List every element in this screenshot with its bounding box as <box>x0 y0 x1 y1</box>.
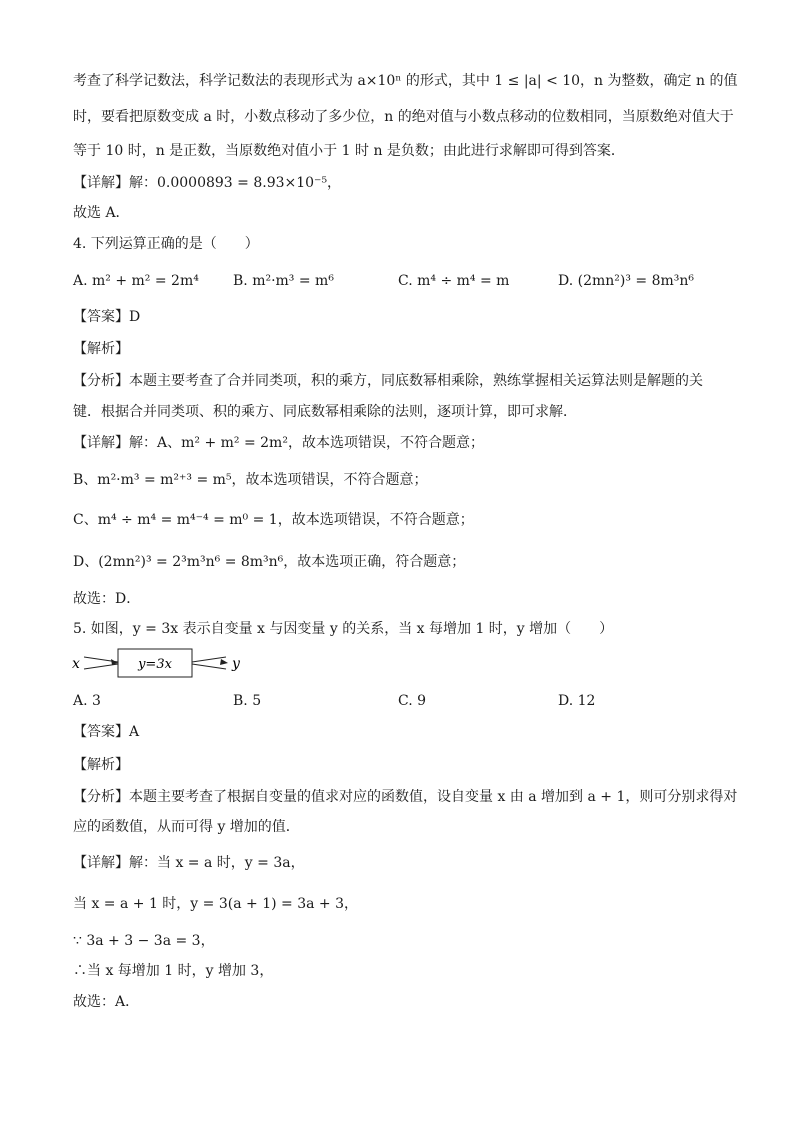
detail-line: B、m²·m³ = m²⁺³ = m⁵，故本选项错误，不符合题意； <box>73 472 428 488</box>
function-machine-diagram <box>70 645 250 681</box>
detail-line: 【详解】解：0.0000893 = 8.93×10⁻⁵， <box>73 175 342 191</box>
diagram-input-label: x <box>72 656 80 672</box>
answer-label: 【答案】D <box>73 309 141 325</box>
text-line: 【分析】本题主要考查了根据自变量的值求对应的函数值，设自变量 x 由 a 增加到 a + 1，则可分别求得对 <box>73 789 738 805</box>
text-line: 时，要看把原数变成 a 时，小数点移动了多少位，n 的绝对值与小数点移动的位数相同，当原数绝对值大于 <box>73 109 734 125</box>
option-a: A. m² + m² = 2m⁴ <box>73 273 199 289</box>
option-c: C. 9 <box>398 693 427 709</box>
text-line: 【分析】本题主要考查了合并同类项，积的乘方，同底数幂相乘除，熟练掌握相关运算法则是解题的关 <box>73 373 703 389</box>
text-line: 等于 10 时，n 是正数，当原数绝对值小于 1 时 n 是负数；由此进行求解即可得到答案． <box>73 143 625 159</box>
answer-label: 【答案】A <box>73 724 140 740</box>
detail-line: ∴当 x 每增加 1 时，y 增加 3， <box>73 963 274 979</box>
option-b: B. 5 <box>233 693 262 709</box>
text-line: 键．根据合并同类项、积的乘方、同底数幂相乘除的法则，逐项计算，即可求解． <box>73 404 577 420</box>
analysis-label: 【解析】 <box>73 341 129 357</box>
choice-line: 故选：D． <box>73 591 141 607</box>
analysis-label: 【解析】 <box>73 757 129 773</box>
option-d: D. (2mn²)³ = 8m³n⁶ <box>558 273 695 289</box>
choice-line: 故选：A． <box>73 994 140 1010</box>
detail-line: C、m⁴ ÷ m⁴ = m⁴⁻⁴ = m⁰ = 1，故本选项错误，不符合题意； <box>73 512 474 528</box>
detail-line: 【详解】解：A、m² + m² = 2m²，故本选项错误，不符合题意； <box>73 435 484 451</box>
detail-line: D、(2mn²)³ = 2³m³n⁶ = 8m³n⁶，故本选项正确，符合题意； <box>73 554 466 570</box>
diagram-box-label: y=3x <box>138 657 172 672</box>
detail-line: 当 x = a + 1 时，y = 3(a + 1) = 3a + 3， <box>73 896 358 912</box>
question-5-stem: 5. 如图，y = 3x 表示自变量 x 与因变量 y 的关系，当 x 每增加 1 时，y 增加（ ） <box>73 621 614 637</box>
option-d: D. 12 <box>558 693 596 709</box>
option-b: B. m²·m³ = m⁶ <box>233 273 334 289</box>
choice-line: 故选 A． <box>73 205 130 221</box>
detail-line: 【详解】解：当 x = a 时，y = 3a， <box>73 855 305 871</box>
option-c: C. m⁴ ÷ m⁴ = m <box>398 273 510 289</box>
option-a: A. 3 <box>73 693 101 709</box>
diagram-output-label: y <box>232 656 240 672</box>
text-line: 考查了科学记数法，科学记数法的表现形式为 a×10ⁿ 的形式，其中 1 ≤ |a| < 10，n 为整数，确定 n 的值 <box>73 73 738 89</box>
detail-line: ∵ 3a + 3 − 3a = 3， <box>73 933 215 949</box>
text-line: 应的函数值，从而可得 y 增加的值． <box>73 819 300 835</box>
question-4-stem: 4. 下列运算正确的是（ ） <box>73 236 259 252</box>
